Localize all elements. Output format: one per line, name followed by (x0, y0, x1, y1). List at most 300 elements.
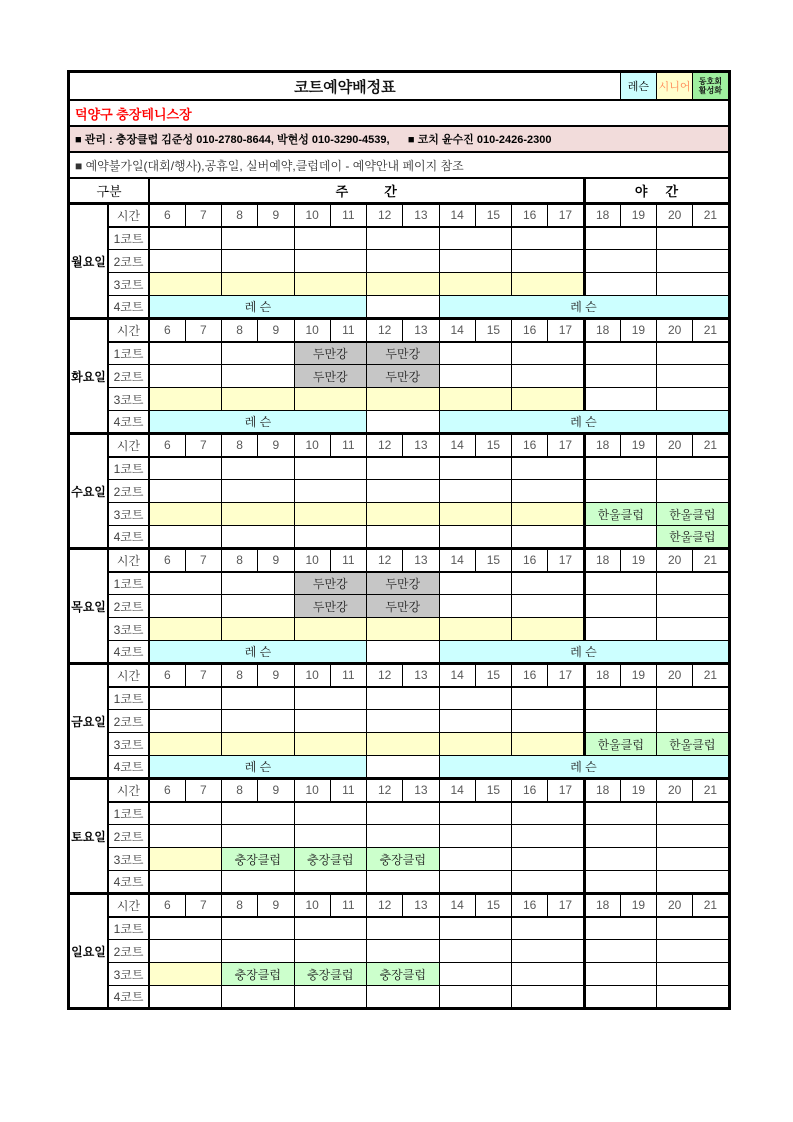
time-row-label: 시간 (108, 779, 149, 802)
schedule-cell (584, 365, 657, 388)
hour-cell: 12 (367, 779, 403, 802)
schedule-cell (367, 296, 440, 319)
court-label: 3코트 (108, 848, 149, 871)
schedule-cell (222, 986, 295, 1009)
hour-cell: 14 (439, 894, 475, 917)
schedule-cell (222, 802, 295, 825)
hour-cell: 19 (620, 549, 656, 572)
hour-cell: 17 (548, 779, 584, 802)
hour-cell: 13 (403, 434, 439, 457)
schedule-cell (584, 963, 657, 986)
schedule-cell (657, 871, 730, 894)
hour-cell: 21 (693, 319, 729, 342)
hour-cell: 10 (294, 434, 330, 457)
hour-cell: 17 (548, 204, 584, 227)
hour-cell: 6 (149, 204, 185, 227)
schedule-cell (512, 917, 585, 940)
court-label: 4코트 (108, 526, 149, 549)
hour-cell: 8 (222, 549, 258, 572)
court-label: 2코트 (108, 595, 149, 618)
hour-cell: 20 (657, 549, 693, 572)
court-label: 4코트 (108, 756, 149, 779)
hour-cell: 11 (330, 894, 366, 917)
schedule-cell (294, 273, 367, 296)
schedule-cell (222, 687, 295, 710)
hour-cell: 16 (512, 319, 548, 342)
schedule-cell (367, 618, 440, 641)
hour-cell: 17 (548, 664, 584, 687)
schedule-cell (512, 940, 585, 963)
schedule-cell (294, 250, 367, 273)
schedule-cell (367, 641, 440, 664)
time-row-label: 시간 (108, 664, 149, 687)
schedule-cell (149, 503, 222, 526)
schedule-cell (512, 365, 585, 388)
schedule-cell (584, 618, 657, 641)
schedule-cell (439, 710, 512, 733)
schedule-cell (657, 940, 730, 963)
hour-cell: 21 (693, 549, 729, 572)
hour-cell: 15 (475, 664, 511, 687)
schedule-cell (512, 618, 585, 641)
schedule-cell (439, 480, 512, 503)
court-label: 3코트 (108, 963, 149, 986)
court-label: 4코트 (108, 411, 149, 434)
day-label: 목요일 (69, 549, 109, 664)
hour-cell: 20 (657, 664, 693, 687)
court-label: 1코트 (108, 572, 149, 595)
hour-cell: 15 (475, 549, 511, 572)
time-row-label: 시간 (108, 894, 149, 917)
schedule-cell (149, 825, 222, 848)
schedule-cell (657, 963, 730, 986)
schedule-cell (512, 710, 585, 733)
schedule-cell: 레 슨 (149, 411, 367, 434)
schedule-cell (512, 227, 585, 250)
schedule-cell (222, 825, 295, 848)
schedule-cell (367, 940, 440, 963)
schedule-cell (439, 940, 512, 963)
schedule-cell (512, 687, 585, 710)
hour-cell: 18 (584, 779, 620, 802)
schedule-cell (222, 940, 295, 963)
hour-cell: 6 (149, 434, 185, 457)
schedule-cell (367, 480, 440, 503)
schedule-cell (439, 457, 512, 480)
schedule-cell (439, 986, 512, 1009)
hour-cell: 7 (185, 319, 221, 342)
schedule-cell (222, 227, 295, 250)
hour-cell: 10 (294, 319, 330, 342)
hour-cell: 12 (367, 894, 403, 917)
schedule-cell (367, 503, 440, 526)
hour-cell: 10 (294, 204, 330, 227)
schedule-cell (439, 871, 512, 894)
schedule-cell (657, 365, 730, 388)
legend-club-line2: 활성화 (698, 86, 722, 95)
schedule-cell (149, 618, 222, 641)
schedule-cell (584, 388, 657, 411)
hour-cell: 8 (222, 204, 258, 227)
schedule-cell (439, 802, 512, 825)
schedule-cell (584, 595, 657, 618)
schedule-cell: 두만강 (294, 365, 367, 388)
schedule-cell (439, 687, 512, 710)
schedule-cell (149, 802, 222, 825)
schedule-cell (512, 273, 585, 296)
day-label: 토요일 (69, 779, 109, 894)
schedule-cell (222, 388, 295, 411)
time-row-label: 시간 (108, 319, 149, 342)
hour-cell: 7 (185, 549, 221, 572)
hour-cell: 19 (620, 779, 656, 802)
header-nighttime: 야 간 (584, 178, 729, 204)
schedule-cell (512, 986, 585, 1009)
hour-cell: 15 (475, 894, 511, 917)
schedule-cell (294, 917, 367, 940)
hour-cell: 21 (693, 204, 729, 227)
hour-cell: 20 (657, 894, 693, 917)
schedule-cell (584, 342, 657, 365)
schedule-cell (149, 687, 222, 710)
schedule-cell (294, 940, 367, 963)
schedule-cell (367, 227, 440, 250)
schedule-cell (584, 687, 657, 710)
schedule-cell (439, 825, 512, 848)
schedule-cell: 레 슨 (439, 641, 729, 664)
schedule-cell: 레 슨 (149, 296, 367, 319)
hour-cell: 13 (403, 894, 439, 917)
hour-cell: 16 (512, 434, 548, 457)
header-daytime: 주 간 (149, 178, 584, 204)
schedule-cell (367, 457, 440, 480)
hour-cell: 8 (222, 779, 258, 802)
hour-cell: 10 (294, 894, 330, 917)
schedule-cell (584, 457, 657, 480)
schedule-cell: 한울클럽 (657, 526, 730, 549)
schedule-cell (149, 365, 222, 388)
schedule-cell: 두만강 (367, 342, 440, 365)
schedule-cell (294, 871, 367, 894)
hour-cell: 16 (512, 779, 548, 802)
schedule-cell (439, 595, 512, 618)
schedule-cell (294, 457, 367, 480)
court-label: 1코트 (108, 917, 149, 940)
hour-cell: 15 (475, 434, 511, 457)
schedule-cell (294, 480, 367, 503)
schedule-cell (294, 687, 367, 710)
schedule-cell (367, 411, 440, 434)
hour-cell: 6 (149, 894, 185, 917)
day-label: 수요일 (69, 434, 109, 549)
hour-cell: 6 (149, 779, 185, 802)
schedule-cell (222, 917, 295, 940)
hour-cell: 21 (693, 664, 729, 687)
day-label: 화요일 (69, 319, 109, 434)
reservation-note: ■ 예약불가일(대회/행사),공휴일, 실버예약,클럽데이 - 예약안내 페이지 참조 (69, 152, 730, 178)
schedule-cell (657, 848, 730, 871)
schedule-cell: 충장클럽 (367, 848, 440, 871)
hour-cell: 20 (657, 319, 693, 342)
schedule-cell (657, 273, 730, 296)
schedule-cell (367, 825, 440, 848)
schedule-cell (367, 802, 440, 825)
hour-cell: 12 (367, 319, 403, 342)
schedule-cell (149, 457, 222, 480)
schedule-cell (294, 733, 367, 756)
schedule-cell: 한울클럽 (584, 733, 657, 756)
schedule-cell: 두만강 (367, 365, 440, 388)
schedule-cell (657, 250, 730, 273)
schedule-cell (657, 388, 730, 411)
schedule-cell (222, 572, 295, 595)
schedule-cell: 두만강 (294, 572, 367, 595)
schedule-cell (367, 250, 440, 273)
schedule-cell (294, 526, 367, 549)
schedule-cell (512, 526, 585, 549)
schedule-cell (657, 572, 730, 595)
schedule-cell (222, 480, 295, 503)
schedule-cell (512, 848, 585, 871)
court-label: 1코트 (108, 227, 149, 250)
court-label: 2코트 (108, 480, 149, 503)
schedule-cell (367, 733, 440, 756)
hour-cell: 20 (657, 434, 693, 457)
schedule-cell (367, 756, 440, 779)
schedule-cell: 레 슨 (149, 641, 367, 664)
schedule-cell (584, 273, 657, 296)
schedule-cell: 두만강 (367, 595, 440, 618)
schedule-cell: 충장클럽 (294, 848, 367, 871)
hour-cell: 8 (222, 894, 258, 917)
hour-cell: 18 (584, 204, 620, 227)
schedule-cell (367, 871, 440, 894)
day-label: 월요일 (69, 204, 109, 319)
schedule-cell (512, 871, 585, 894)
schedule-cell (657, 595, 730, 618)
court-label: 3코트 (108, 273, 149, 296)
hour-cell: 19 (620, 894, 656, 917)
time-row-label: 시간 (108, 434, 149, 457)
schedule-cell (439, 733, 512, 756)
schedule-cell (439, 503, 512, 526)
schedule-cell (149, 917, 222, 940)
hour-cell: 11 (330, 664, 366, 687)
schedule-cell (584, 917, 657, 940)
schedule-cell (657, 917, 730, 940)
hour-cell: 18 (584, 549, 620, 572)
schedule-cell (439, 526, 512, 549)
schedule-cell (222, 457, 295, 480)
schedule-cell (367, 273, 440, 296)
hour-cell: 18 (584, 434, 620, 457)
hour-cell: 14 (439, 319, 475, 342)
court-label: 2코트 (108, 710, 149, 733)
court-label: 2코트 (108, 825, 149, 848)
hour-cell: 13 (403, 664, 439, 687)
schedule-cell: 충장클럽 (222, 848, 295, 871)
schedule-cell (222, 273, 295, 296)
schedule-cell (584, 802, 657, 825)
schedule-cell: 두만강 (367, 572, 440, 595)
hour-cell: 7 (185, 779, 221, 802)
schedule-cell (512, 595, 585, 618)
hour-cell: 16 (512, 204, 548, 227)
schedule-cell (294, 503, 367, 526)
schedule-cell (294, 618, 367, 641)
hour-cell: 18 (584, 319, 620, 342)
hour-cell: 8 (222, 434, 258, 457)
schedule-cell (149, 526, 222, 549)
schedule-cell (149, 710, 222, 733)
schedule-cell (584, 227, 657, 250)
hour-cell: 14 (439, 779, 475, 802)
schedule-cell: 충장클럽 (367, 963, 440, 986)
schedule-cell (149, 388, 222, 411)
schedule-cell (584, 250, 657, 273)
schedule-cell (657, 227, 730, 250)
time-row-label: 시간 (108, 549, 149, 572)
hour-cell: 11 (330, 319, 366, 342)
schedule-cell (657, 825, 730, 848)
schedule-cell (512, 250, 585, 273)
schedule-cell: 한울클럽 (657, 503, 730, 526)
schedule-cell (584, 572, 657, 595)
schedule-cell (512, 825, 585, 848)
schedule-cell (512, 733, 585, 756)
day-label: 일요일 (69, 894, 109, 1009)
schedule-cell (512, 963, 585, 986)
hour-cell: 7 (185, 894, 221, 917)
hour-cell: 13 (403, 549, 439, 572)
hour-cell: 9 (258, 549, 294, 572)
schedule-cell (512, 503, 585, 526)
court-label: 4코트 (108, 641, 149, 664)
schedule-cell (149, 963, 222, 986)
schedule-cell (584, 710, 657, 733)
schedule-cell (439, 250, 512, 273)
schedule-cell (149, 733, 222, 756)
hour-cell: 17 (548, 434, 584, 457)
schedule-cell (222, 595, 295, 618)
court-label: 3코트 (108, 503, 149, 526)
schedule-cell: 충장클럽 (294, 963, 367, 986)
schedule-cell (149, 227, 222, 250)
schedule-cell (294, 986, 367, 1009)
schedule-cell (367, 687, 440, 710)
schedule-cell: 레 슨 (149, 756, 367, 779)
schedule-cell (439, 365, 512, 388)
hour-cell: 6 (149, 319, 185, 342)
schedule-cell (222, 365, 295, 388)
hour-cell: 12 (367, 549, 403, 572)
legend-club-swatch (693, 72, 729, 101)
schedule-cell (222, 710, 295, 733)
hour-cell: 14 (439, 434, 475, 457)
hour-cell: 18 (584, 894, 620, 917)
legend-senior-swatch: 시니어 (657, 72, 693, 101)
hour-cell: 21 (693, 894, 729, 917)
hour-cell: 9 (258, 664, 294, 687)
hour-cell: 9 (258, 434, 294, 457)
hour-cell: 10 (294, 664, 330, 687)
schedule-cell (149, 273, 222, 296)
hour-cell: 16 (512, 549, 548, 572)
schedule-cell (294, 710, 367, 733)
hour-cell: 14 (439, 549, 475, 572)
hour-cell: 13 (403, 779, 439, 802)
schedule-cell (512, 480, 585, 503)
hour-cell: 21 (693, 434, 729, 457)
court-label: 4코트 (108, 871, 149, 894)
schedule-cell (439, 227, 512, 250)
hour-cell: 17 (548, 319, 584, 342)
schedule-cell (657, 342, 730, 365)
venue-title: 덕양구 충장테니스장 (69, 100, 730, 126)
schedule-cell (512, 388, 585, 411)
court-label: 2코트 (108, 940, 149, 963)
hour-cell: 6 (149, 664, 185, 687)
admin-contact-line: ■ 관리 : 충장클럽 김준성 010-2780-8644, 박현성 010-3290-4539, ■ 코치 윤수진 010-2426-2300 (69, 126, 730, 152)
court-label: 2코트 (108, 250, 149, 273)
schedule-cell (149, 595, 222, 618)
schedule-cell (657, 986, 730, 1009)
schedule-cell (584, 526, 657, 549)
hour-cell: 8 (222, 319, 258, 342)
schedule-cell: 레 슨 (439, 296, 729, 319)
header-gubun: 구분 (69, 178, 150, 204)
day-label: 금요일 (69, 664, 109, 779)
hour-cell: 8 (222, 664, 258, 687)
hour-cell: 18 (584, 664, 620, 687)
court-label: 2코트 (108, 365, 149, 388)
hour-cell: 6 (149, 549, 185, 572)
court-label: 4코트 (108, 296, 149, 319)
schedule-cell (439, 618, 512, 641)
hour-cell: 10 (294, 549, 330, 572)
hour-cell: 19 (620, 204, 656, 227)
schedule-cell (149, 986, 222, 1009)
schedule-cell (657, 802, 730, 825)
schedule-cell (367, 710, 440, 733)
schedule-cell (439, 572, 512, 595)
schedule-body (69, 204, 730, 1009)
schedule-cell (657, 457, 730, 480)
court-label: 3코트 (108, 618, 149, 641)
hour-cell: 17 (548, 894, 584, 917)
schedule-cell (222, 342, 295, 365)
hour-cell: 7 (185, 204, 221, 227)
schedule-cell (657, 687, 730, 710)
schedule-cell: 두만강 (294, 595, 367, 618)
schedule-cell (512, 572, 585, 595)
hour-cell: 12 (367, 664, 403, 687)
hour-cell: 11 (330, 434, 366, 457)
hour-cell: 9 (258, 204, 294, 227)
schedule-cell (149, 572, 222, 595)
hour-cell: 9 (258, 319, 294, 342)
schedule-cell (584, 480, 657, 503)
schedule-cell (439, 917, 512, 940)
schedule-cell (222, 733, 295, 756)
reservation-table (67, 70, 731, 1010)
hour-cell: 14 (439, 664, 475, 687)
schedule-cell (149, 940, 222, 963)
hour-cell: 12 (367, 434, 403, 457)
legend-lesson-swatch: 레슨 (620, 72, 656, 101)
hour-cell: 19 (620, 319, 656, 342)
hour-cell: 15 (475, 779, 511, 802)
